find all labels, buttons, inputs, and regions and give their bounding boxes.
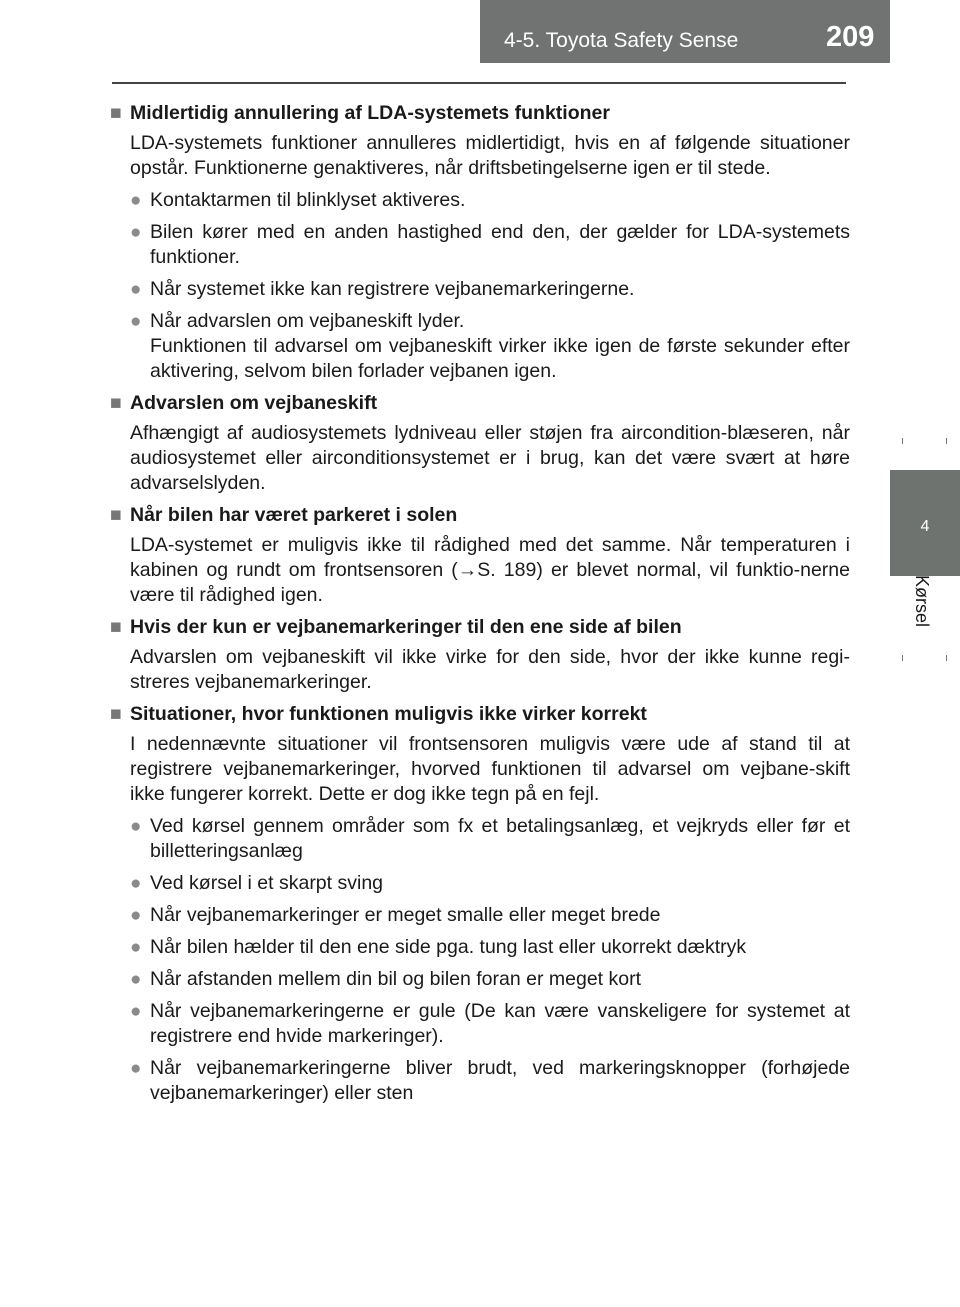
list-item-text: Når advarslen om vejbaneskift lyder. — [150, 310, 465, 332]
section-paragraph: LDA-systemets funktioner annulleres midlertidigt, hvis en af følgende situationer opstår. Funktionerne genaktiveres, når driftsbetingelserne igen er til stede. — [130, 132, 850, 179]
square-bullet-icon: ■ — [110, 504, 122, 526]
section-title-text: Advarslen om vejbaneskift — [130, 392, 378, 414]
list-item-text: Ved kørsel gennem områder som fx et betalingsanlæg, et vejkryds eller før et billetteringsanlæg — [150, 815, 850, 862]
list-item — [130, 1056, 850, 1106]
section-paragraph: Afhængigt af audiosystemets lydniveau eller støjen fra aircondition-blæseren, når audiosystemet eller airconditionsystemet er i brug, kan det være svært at høre advarselslyden. — [130, 422, 850, 494]
list-item-text: Bilen kører med en anden hastighed end den, der gælder for LDA-systemets funktioner. — [150, 221, 850, 268]
list-item — [130, 220, 850, 270]
list-item-subtext: Funktionen til advarsel om vejbaneskift virker ikke igen de første sekunder efter aktivering, selvom bilen forlader vejbanen igen. — [150, 335, 850, 382]
chapter-label: Kørsel — [912, 575, 932, 628]
section-title — [110, 391, 850, 416]
list-item — [130, 871, 850, 896]
round-bullet-icon: ● — [130, 969, 142, 990]
square-bullet-icon: ■ — [110, 703, 122, 725]
round-bullet-icon: ● — [130, 1001, 142, 1022]
trim-mark — [902, 655, 903, 661]
list-item-text: Når vejbanemarkeringer er meget smalle eller meget brede — [150, 904, 661, 926]
round-bullet-icon: ● — [130, 1058, 142, 1079]
page-content — [110, 94, 850, 1106]
section-title — [110, 702, 850, 727]
list-item — [130, 999, 850, 1049]
list-item — [130, 309, 850, 384]
header-section-title: 4-5. Toyota Safety Sense — [504, 29, 739, 52]
trim-mark — [902, 438, 903, 444]
list-item — [130, 935, 850, 960]
section-title — [110, 615, 850, 640]
section-title-text: Hvis der kun er vejbanemarkeringer til den ene side af bilen — [130, 616, 682, 638]
list-item — [130, 277, 850, 302]
trim-mark — [946, 655, 947, 661]
trim-mark — [946, 438, 947, 444]
section-title-text: Midlertidig annullering af LDA-systemets funktioner — [130, 102, 610, 124]
section-paragraph: LDA-systemet er muligvis ikke til rådighed med det samme. Når temperaturen i kabinen og rundt om frontsensoren (→S. 189) er blevet normal, vil funktio-nerne være til rådighed igen. — [130, 534, 850, 606]
list-item-text: Når systemet ikke kan registrere vejbanemarkeringerne. — [150, 278, 635, 300]
chapter-number: 4 — [920, 518, 930, 535]
list-item-text: Ved kørsel i et skarpt sving — [150, 872, 384, 894]
square-bullet-icon: ■ — [110, 392, 122, 414]
list-item — [130, 188, 850, 213]
list-item-text: Kontaktarmen til blinklyset aktiveres. — [150, 189, 466, 211]
list-item-text: Når afstanden mellem din bil og bilen foran er meget kort — [150, 968, 642, 990]
list-item — [130, 903, 850, 928]
section-title-text: Når bilen har været parkeret i solen — [130, 504, 458, 526]
section-title — [110, 101, 850, 126]
section-title-text: Situationer, hvor funktionen muligvis ikke virker korrekt — [130, 703, 647, 725]
list-item — [130, 967, 850, 992]
round-bullet-icon: ● — [130, 190, 142, 211]
header-rule — [112, 82, 846, 84]
list-item-text: Når vejbanemarkeringerne er gule (De kan være vanskeligere for systemet at registrere end hvide markeringer). — [150, 1000, 850, 1047]
list-item — [130, 814, 850, 864]
square-bullet-icon: ■ — [110, 102, 122, 124]
round-bullet-icon: ● — [130, 937, 142, 958]
round-bullet-icon: ● — [130, 816, 142, 837]
list-item-text: Når bilen hælder til den ene side pga. tung last eller ukorrekt dæktryk — [150, 936, 747, 958]
round-bullet-icon: ● — [130, 311, 142, 332]
round-bullet-icon: ● — [130, 873, 142, 894]
section-title — [110, 503, 850, 528]
round-bullet-icon: ● — [130, 222, 142, 243]
square-bullet-icon: ■ — [110, 616, 122, 638]
section-paragraph: Advarslen om vejbaneskift vil ikke virke for den side, hvor der ikke kunne regi-streres vejbanemarkeringer. — [130, 646, 850, 693]
page-number: 209 — [826, 21, 875, 53]
section-paragraph: I nedennævnte situationer vil frontsensoren muligvis være ude af stand til at registrere vejbanemarkeringer, hvorved funktionen til advarsel om vejbane-skift ikke fungerer korrekt. Dette er dog ikke tegn på en fejl. — [130, 733, 850, 805]
round-bullet-icon: ● — [130, 279, 142, 300]
list-item-text: Når vejbanemarkeringerne bliver brudt, ved markeringsknopper (forhøjede vejbanemarkeringer) eller sten — [150, 1057, 850, 1104]
round-bullet-icon: ● — [130, 905, 142, 926]
